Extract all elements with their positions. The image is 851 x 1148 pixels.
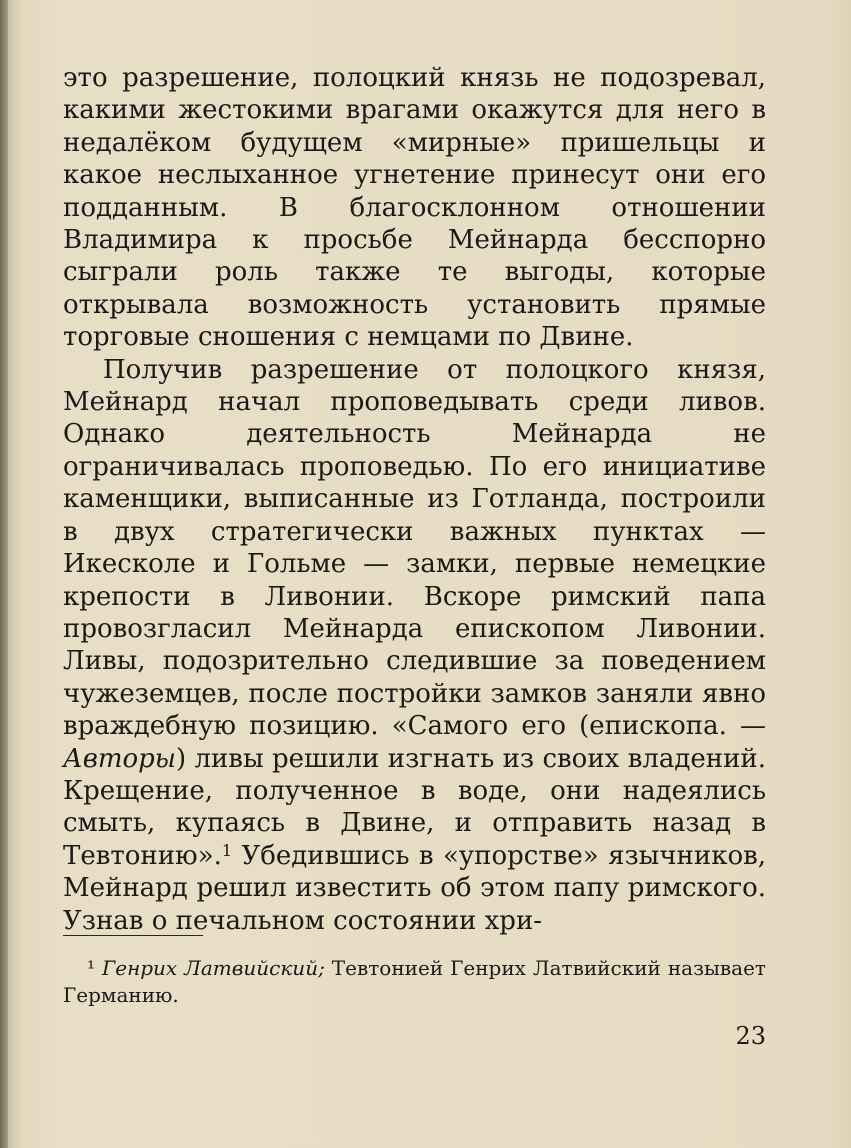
paragraph-2-part-2: ) ливы решили изгнать из своих владений. Крещение, полученное в воде, они надеялись смыть, купаясь в Двине, и отправить назад в Тевтонию».: [63, 743, 766, 871]
paragraph-2-part-3: Убедившись в «упорстве» язычников, Мейнард решил известить об этом папу римского. Узнав о печальном состоянии хри-: [63, 840, 766, 936]
page-number: 23: [735, 1022, 766, 1050]
footnote: [63, 955, 766, 1009]
book-spine-shadow: [0, 0, 8, 1148]
main-text: [63, 62, 766, 937]
footnote-text: Тевтонией Генрих Латвийский называет Германию.: [63, 956, 766, 1007]
footnote-marker: ¹: [87, 956, 96, 980]
paragraph-2-italic: Авторы: [63, 743, 176, 774]
paragraph-2-part-1: Получив разрешение от полоцкого князя, Мейнард начал проповедывать среди ливов. Однако деятельность Мейнарда не ограничивалась проповедью. По его инициативе каменщики, выписанные из Готланда, построили в двух стратегически важных пунктах — Икесколе и Гольме — замки, первые немецкие крепости в Ливонии. Вскоре римский папа провозгласил Мейнарда епископом Ливонии. Ливы, подозрительно следившие за поведением чужеземцев, после постройки замков заняли явно враждебную позицию. «Самого его (епископа. —: [63, 354, 766, 742]
footnote-divider: [63, 935, 203, 936]
paragraph-2: [63, 354, 766, 937]
footnote-italic: Генрих Латвийский;: [102, 956, 325, 980]
paragraph-1: это разрешение, полоцкий князь не подозревал, какими жестокими врагами окажутся для него в недалёком будущем «мирные» пришельцы и какое неслыханное угнетение принесут они его подданным. В благосклонном отношении Владимира к просьбе Мейнарда бесспорно сыграли роль также те выгоды, которые открывала возможность установить прямые торговые сношения с немцами по Двине.: [63, 63, 766, 353]
footnote-reference: 1: [221, 840, 233, 860]
